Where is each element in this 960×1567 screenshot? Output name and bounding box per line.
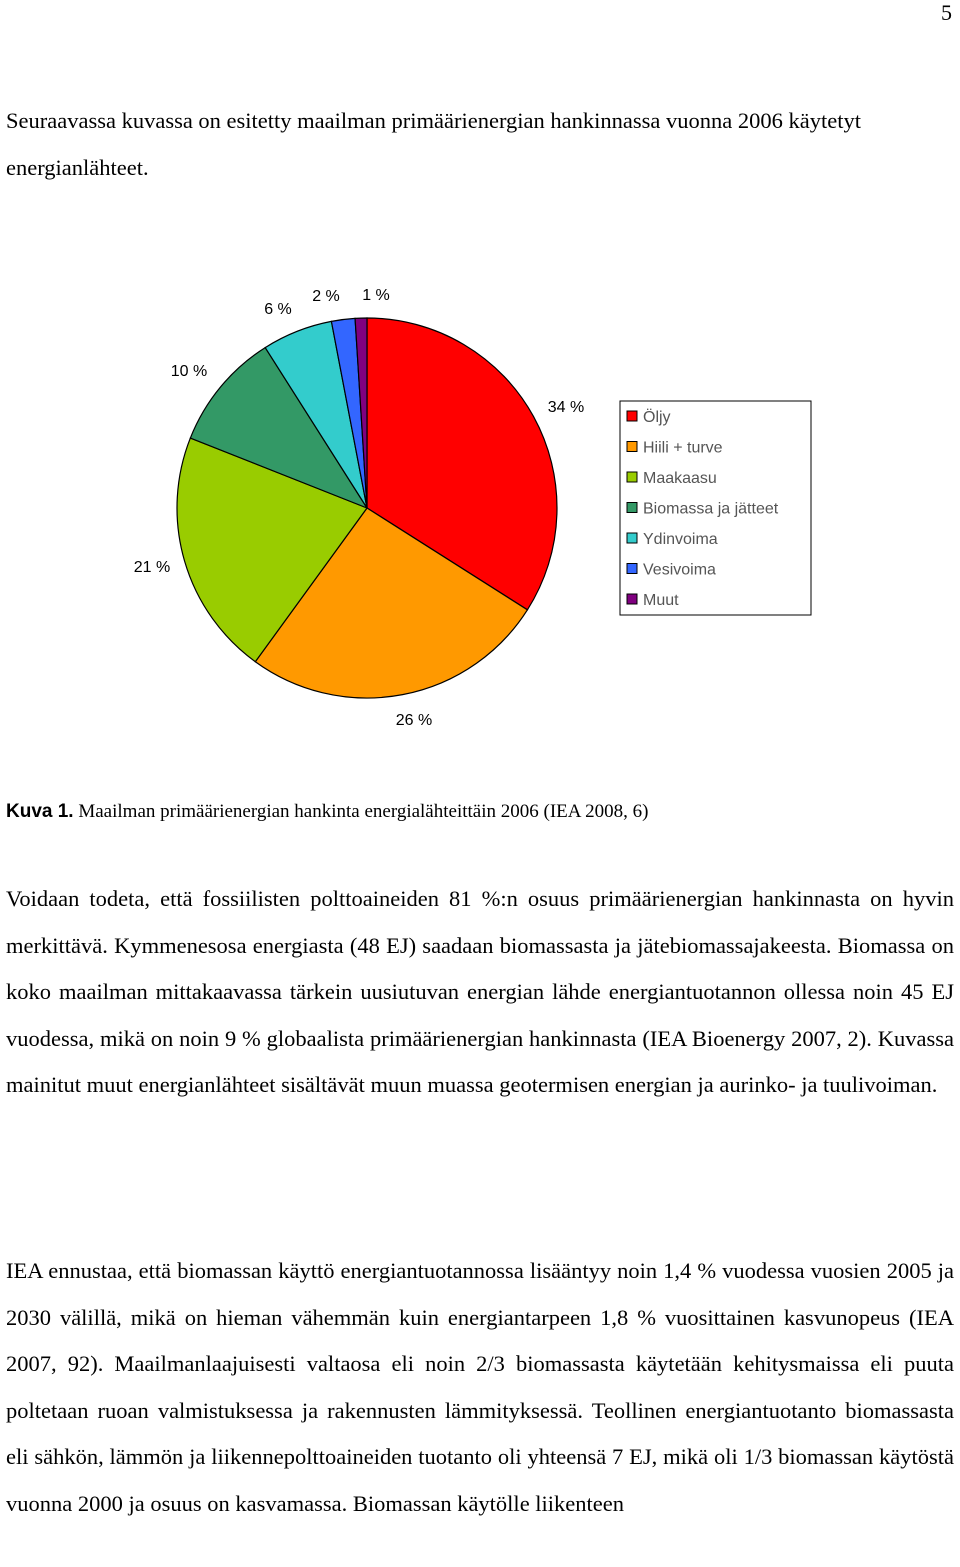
body-paragraph-2: IEA ennustaa, että biomassan käyttö energiantuotannossa lisääntyy noin 1,4 % vuodessa vuosien 2005 ja 2030 välillä, mikä on hieman vähemmän kuin energiantarpeen 1,8 % vuosittainen kasvunopeus (IEA 2007, 92). Maailmanlaajuisesti valtaosa eli noin 2/3 biomassasta käytetään kehitysmaissa eli puuta poltetaan ruoan valmistuksessa ja rakennusten lämmityksessä. Teollinen energiantuotanto biomassasta eli sähkön, lämmön ja liikennepolttoaineiden tuotanto oli yhteensä 7 EJ, mikä oli 1/3 biomassan käytöstä vuonna 2000 ja osuus on kasvamassa. Biomassan käytölle liikenteen <box>6 1258 954 1516</box>
legend-entry-6: Vesivoima <box>643 561 716 579</box>
legend-entry-2: Hiili + turve <box>643 439 723 457</box>
caption-text: Maailman primäärienergian hankinta energialähteittäin 2006 (IEA 2008, 6) <box>73 801 649 822</box>
body-paragraph-1: Voidaan todeta, että fossiilisten polttoaineiden 81 %:n osuus primäärienergian hankinnasta on hyvin merkittävä. Kymmenesosa energiasta (48 EJ) saadaan biomassasta ja jätebiomassajakeesta. Biomassa on koko maailman mittakaavassa tärkein uusiutuvan energian lähde energiantuotannon ollessa noin 45 EJ vuodessa, mikä on noin 9 % globaalista primäärienergian hankinnasta (IEA Bioenergy 2007, 2). Kuvassa mainitut muut energianlähteet sisältävät muun muassa geotermisen energian ja aurinko- ja tuulivoiman. <box>6 886 954 1097</box>
slice-label-2: 26 % <box>395 712 433 729</box>
page-number: 5 <box>941 0 952 25</box>
legend-swatch-3 <box>627 472 637 482</box>
legend-swatch-6 <box>627 564 637 574</box>
legend-swatch-5 <box>627 533 637 543</box>
slice-label-1: 34 % <box>547 399 585 416</box>
slice-label-3: 21 % <box>133 559 171 576</box>
slice-label-4: 10 % <box>170 363 208 380</box>
caption-lead: Kuva 1. <box>6 801 74 822</box>
energy-pie-chart <box>0 270 960 740</box>
legend-entry-3: Maakaasu <box>643 470 717 487</box>
intro-paragraph: Seuraavassa kuvassa on esitetty maailman primäärienergian hankinnassa vuonna 2006 käytetyt energianlähteet. <box>6 108 861 180</box>
slice-label-5: 6 % <box>264 301 292 318</box>
legend-entry-5: Ydinvoima <box>643 531 718 548</box>
pie-slices <box>177 318 557 698</box>
legend-swatch-7 <box>627 594 637 604</box>
legend-swatch-1 <box>627 411 637 421</box>
figure-caption <box>6 798 954 826</box>
slice-label-7: 1 % <box>362 287 390 304</box>
legend-entry-1: Öljy <box>643 409 671 426</box>
legend-swatch-2 <box>627 442 637 452</box>
slice-label-6: 2 % <box>312 288 340 305</box>
legend-entry-4: Biomassa ja jätteet <box>643 500 779 518</box>
chart-legend <box>620 401 811 615</box>
legend-swatch-4 <box>627 503 637 513</box>
pie-chart-svg <box>0 270 960 740</box>
legend-entry-7: Muut <box>643 592 679 609</box>
